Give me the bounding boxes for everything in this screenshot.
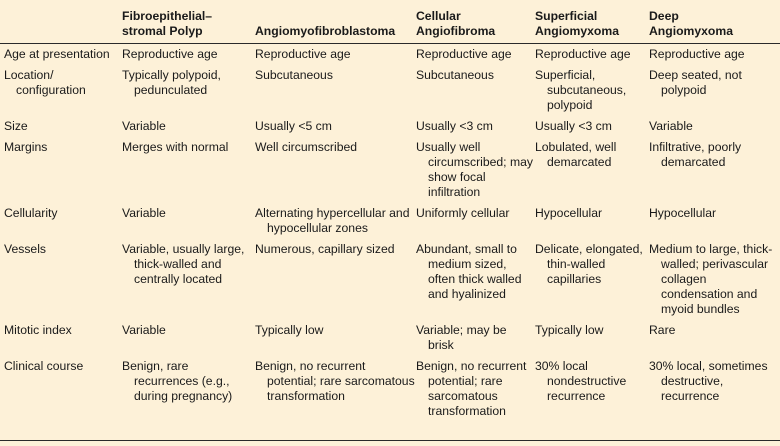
header-empty [0, 0, 122, 44]
cell-mitotic-index-feature-label: Mitotic index [4, 323, 72, 337]
cell-cellularity-deep-angiomyxoma: Hypocellular [649, 206, 717, 220]
cell-cellularity-superficial-angiomyxoma: Hypocellular [535, 206, 603, 220]
cell-size-angiomyofibroblastoma: Usually <5 cm [255, 119, 332, 133]
cell-size-feature-label: Size [4, 119, 28, 133]
cell-size-deep-angiomyxoma: Variable [649, 119, 693, 133]
cell-margins-superficial-angiomyxoma: Lobulated, well demarcated [535, 140, 617, 169]
table-row-clinical-course [0, 356, 780, 422]
cell-location-configuration-feature-label: Location/ configuration [4, 68, 86, 97]
header-superficial-angiomyxoma: Superficial Angiomyxoma [535, 0, 649, 44]
cell-vessels-cellular-angiofibroma: Abundant, small to medium sized, often thick walled and hyalinized [416, 242, 522, 301]
cell-margins-feature-label: Margins [4, 140, 48, 154]
cell-age-at-presentation-cellular-angiofibroma: Reproductive age [416, 47, 512, 61]
cell-clinical-course-superficial-angiomyxoma: 30% local nondestructive recurrence [535, 359, 627, 403]
cell-vessels-deep-angiomyxoma: Medium to large, thick-walled; perivascular collagen condensation and myoid bundles [649, 242, 773, 316]
cell-mitotic-index-superficial-angiomyxoma: Typically low [535, 323, 604, 337]
table-row-margins [0, 137, 780, 203]
cell-age-at-presentation-deep-angiomyxoma: Reproductive age [649, 47, 745, 61]
cell-margins-cellular-angiofibroma: Usually well circumscribed; may show focal infiltration [416, 140, 533, 199]
cell-mitotic-index-cellular-angiofibroma: Variable; may be brisk [416, 323, 507, 352]
cell-vessels-superficial-angiomyxoma: Delicate, elongated, thin-walled capillaries [535, 242, 643, 286]
cell-age-at-presentation-angiomyofibroblastoma: Reproductive age [255, 47, 351, 61]
header-deep-angiomyxoma: Deep Angiomyxoma [649, 0, 780, 44]
cell-location-configuration-superficial-angiomyxoma: Superficial, subcutaneous, polypoid [535, 68, 627, 112]
cell-size-cellular-angiofibroma: Usually <3 cm [416, 119, 493, 133]
table-row-vessels [0, 239, 780, 320]
cell-cellularity-angiomyofibroblastoma: Alternating hypercellular and hypocellular zones [255, 206, 410, 235]
cell-clinical-course-angiomyofibroblastoma: Benign, no recurrent potential; rare sarcomatous transformation [255, 359, 415, 403]
cell-vessels-fibroepithelial-stromal-polyp: Variable, usually large, thick-walled and centrally located [122, 242, 245, 286]
table-row-cellularity [0, 203, 780, 239]
cell-margins-fibroepithelial-stromal-polyp: Merges with normal [122, 140, 229, 154]
cell-size-fibroepithelial-stromal-polyp: Variable [122, 119, 166, 133]
cell-cellularity-feature-label: Cellularity [4, 206, 58, 220]
table-row-age-at-presentation [0, 44, 780, 66]
header-row [0, 0, 780, 44]
cell-cellularity-cellular-angiofibroma: Uniformly cellular [416, 206, 510, 220]
header-angiomyofibroblastoma: Angiomyofibroblastoma [255, 0, 416, 44]
table-row-size [0, 116, 780, 137]
header-fibroepithelial-stromal-polyp: Fibroepithelial– stromal Polyp [122, 0, 255, 44]
cell-clinical-course-fibroepithelial-stromal-polyp: Benign, rare recurrences (e.g., during pregnancy) [122, 359, 233, 403]
table-row-mitotic-index [0, 320, 780, 356]
cell-size-superficial-angiomyxoma: Usually <3 cm [535, 119, 612, 133]
header-cellular-angiofibroma: Cellular Angiofibroma [416, 0, 535, 44]
cell-mitotic-index-angiomyofibroblastoma: Typically low [255, 323, 324, 337]
cell-vessels-angiomyofibroblastoma: Numerous, capillary sized [255, 242, 395, 256]
cell-location-configuration-angiomyofibroblastoma: Subcutaneous [255, 68, 333, 82]
cell-location-configuration-cellular-angiofibroma: Subcutaneous [416, 68, 494, 82]
cell-location-configuration-fibroepithelial-stromal-polyp: Typically polypoid, pedunculated [122, 68, 221, 97]
cell-margins-angiomyofibroblastoma: Well circumscribed [255, 140, 358, 154]
table-row-location-configuration [0, 65, 780, 116]
cell-age-at-presentation-superficial-angiomyxoma: Reproductive age [535, 47, 631, 61]
cell-cellularity-fibroepithelial-stromal-polyp: Variable [122, 206, 166, 220]
cell-age-at-presentation-feature-label: Age at presentation [4, 47, 110, 61]
cell-clinical-course-deep-angiomyxoma: 30% local, sometimes destructive, recurrence [649, 359, 768, 403]
bottom-rule [0, 440, 780, 441]
cell-margins-deep-angiomyxoma: Infiltrative, poorly demarcated [649, 140, 742, 169]
cell-mitotic-index-fibroepithelial-stromal-polyp: Variable [122, 323, 166, 337]
cell-location-configuration-deep-angiomyxoma: Deep seated, not polypoid [649, 68, 742, 97]
cell-clinical-course-cellular-angiofibroma: Benign, no recurrent potential; rare sarcomatous transformation [416, 359, 527, 418]
cell-vessels-feature-label: Vessels [4, 242, 47, 256]
cell-mitotic-index-deep-angiomyxoma: Rare [649, 323, 676, 337]
cell-age-at-presentation-fibroepithelial-stromal-polyp: Reproductive age [122, 47, 218, 61]
cell-clinical-course-feature-label: Clinical course [4, 359, 84, 373]
